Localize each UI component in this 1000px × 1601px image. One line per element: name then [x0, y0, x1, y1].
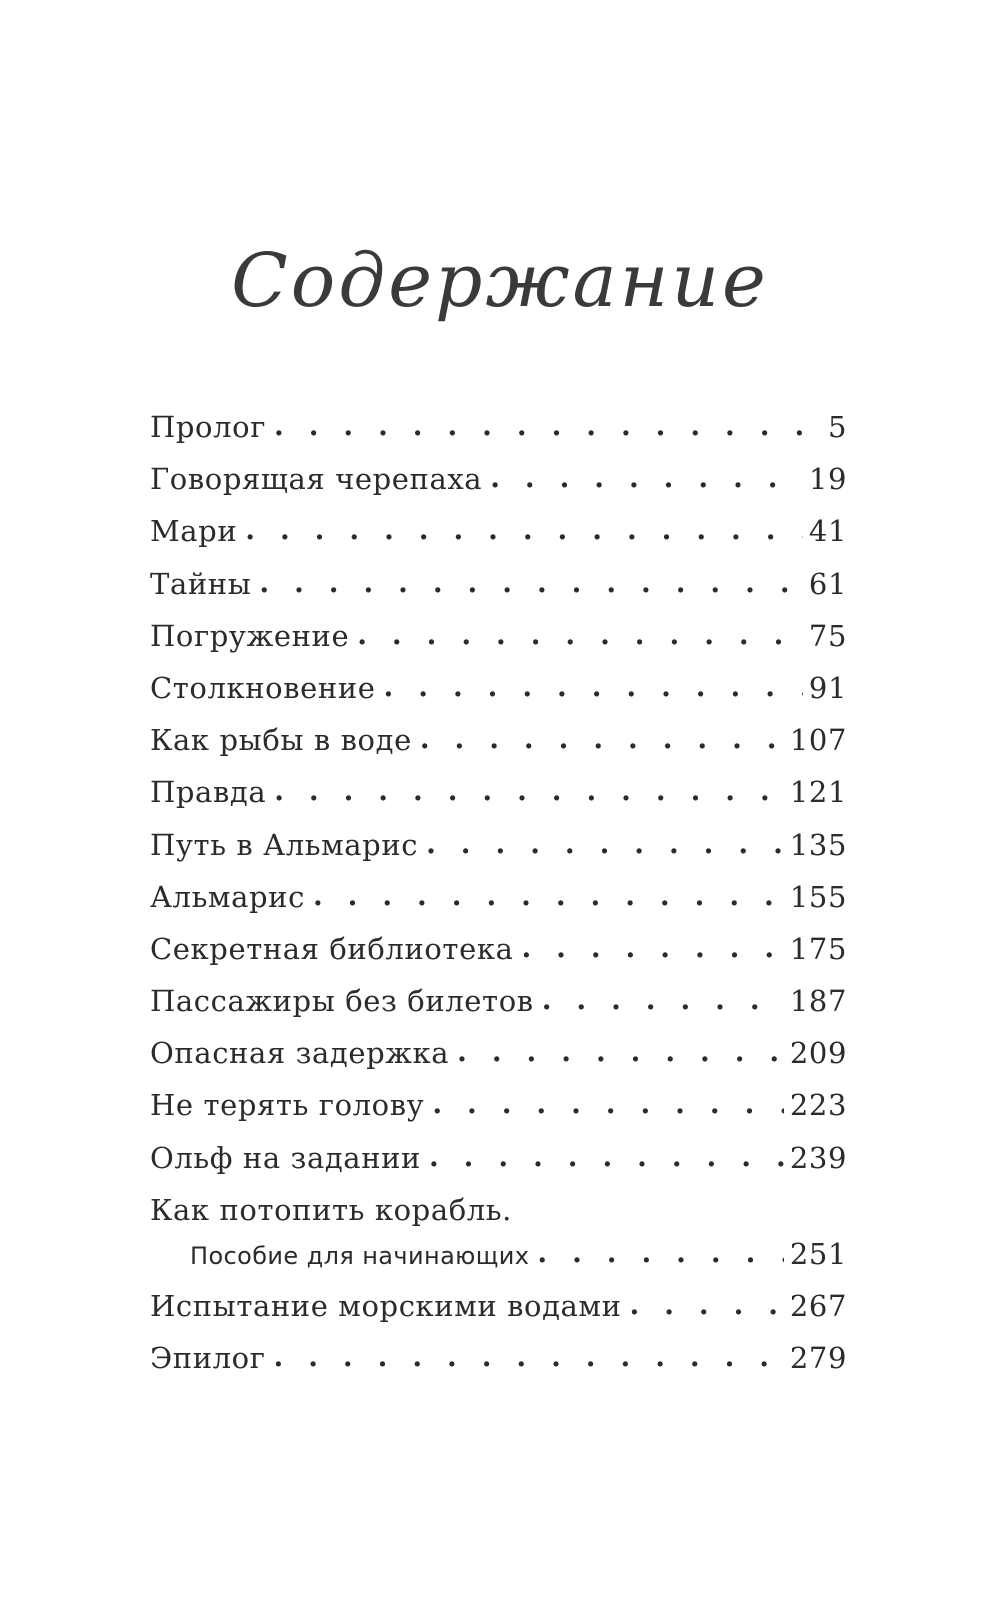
toc-entry-title: Пассажиры без билетов [150, 984, 534, 1019]
toc-entry-title: Мари [150, 514, 238, 549]
toc-entry-page: 91 [808, 670, 847, 705]
toc-entry-title: Путь в Альмарис [150, 827, 419, 862]
toc-entry-title: Как рыбы в воде [150, 723, 412, 758]
toc-entry-title: Альмарис [150, 879, 305, 914]
toc-entry[interactable] [150, 410, 847, 462]
toc-entry-title: Эпилог [150, 1341, 266, 1375]
toc-entry-title: Испытание морскими водами [150, 1288, 622, 1323]
dot-leader [429, 1139, 784, 1173]
toc-entry-page: 155 [789, 879, 847, 914]
toc-entry-page: 239 [789, 1140, 847, 1175]
toc-entry-page: 175 [789, 931, 847, 966]
toc-entry[interactable] [150, 671, 847, 723]
toc-entry-page: 135 [789, 827, 847, 862]
dot-leader [537, 1235, 783, 1269]
toc-entry-title: Пролог [150, 410, 266, 444]
dot-leader [426, 826, 784, 860]
toc-entry-page: 251 [789, 1236, 847, 1271]
toc-entry[interactable] [150, 462, 847, 514]
toc-entry-title: Погружение [150, 618, 350, 653]
toc-entry-page: 267 [789, 1288, 847, 1323]
page-title: Содержание [231, 238, 769, 324]
dot-leader [274, 773, 784, 807]
toc-entry[interactable] [150, 1036, 847, 1088]
toc-entry[interactable] [150, 1193, 847, 1237]
dot-leader [313, 878, 784, 912]
toc-entry[interactable] [150, 1088, 847, 1140]
toc-entry-title: Опасная задержка [150, 1036, 450, 1071]
toc-entry[interactable] [150, 567, 847, 619]
dot-leader [357, 617, 803, 651]
dot-leader [542, 982, 784, 1016]
dot-leader [432, 1086, 784, 1120]
toc-entry[interactable] [150, 932, 847, 984]
dot-leader [521, 930, 783, 964]
toc-entry[interactable] [150, 828, 847, 880]
toc-entry[interactable] [150, 775, 847, 827]
toc-entry[interactable] [150, 723, 847, 775]
toc-entry-subtitle-row[interactable] [150, 1237, 847, 1289]
dot-leader [420, 721, 784, 755]
dot-leader [630, 1287, 784, 1321]
toc-entry-page: 187 [789, 984, 847, 1019]
toc-entry-page: 75 [808, 618, 847, 653]
toc-entry-title: Говорящая черепаха [150, 462, 483, 497]
dot-leader [274, 1339, 784, 1373]
toc-entry[interactable] [150, 1289, 847, 1341]
dot-leader [245, 512, 803, 546]
toc-entry-page: 121 [789, 775, 847, 810]
toc-entry-page: 209 [789, 1036, 847, 1071]
toc-entry-page: 5 [827, 410, 847, 444]
toc-entry[interactable] [150, 1341, 847, 1393]
dot-leader [259, 565, 803, 599]
toc-entry-page: 223 [789, 1088, 847, 1123]
toc-entry-page: 61 [808, 566, 847, 601]
toc-entry-title: Не терять голову [150, 1088, 425, 1123]
toc-entry-page: 279 [789, 1341, 847, 1375]
toc-entry-title: Правда [150, 775, 267, 810]
dot-leader [384, 669, 803, 703]
dot-leader [490, 460, 803, 494]
toc-entry[interactable] [150, 880, 847, 932]
dot-leader [274, 408, 822, 442]
toc-entry-page: 107 [789, 723, 847, 758]
toc-entry-title: Столкновение [150, 670, 376, 705]
toc-entry-title: Тайны [150, 566, 252, 601]
toc-entry-title: Секретная библиотека [150, 931, 514, 966]
toc-entry[interactable] [150, 984, 847, 1036]
toc-entry-page: 19 [808, 462, 847, 497]
toc-entry-subtitle: Пособие для начинающих [190, 1241, 530, 1270]
toc-entry[interactable] [150, 619, 847, 671]
toc-entry[interactable] [150, 514, 847, 566]
toc-entry-title: Ольф на задании [150, 1140, 421, 1175]
toc-entry-page: 41 [808, 514, 847, 549]
table-of-contents [150, 410, 847, 1393]
dot-leader [457, 1034, 784, 1068]
toc-entry-title: Как потопить корабль. [150, 1192, 513, 1227]
toc-entry[interactable] [150, 1141, 847, 1193]
